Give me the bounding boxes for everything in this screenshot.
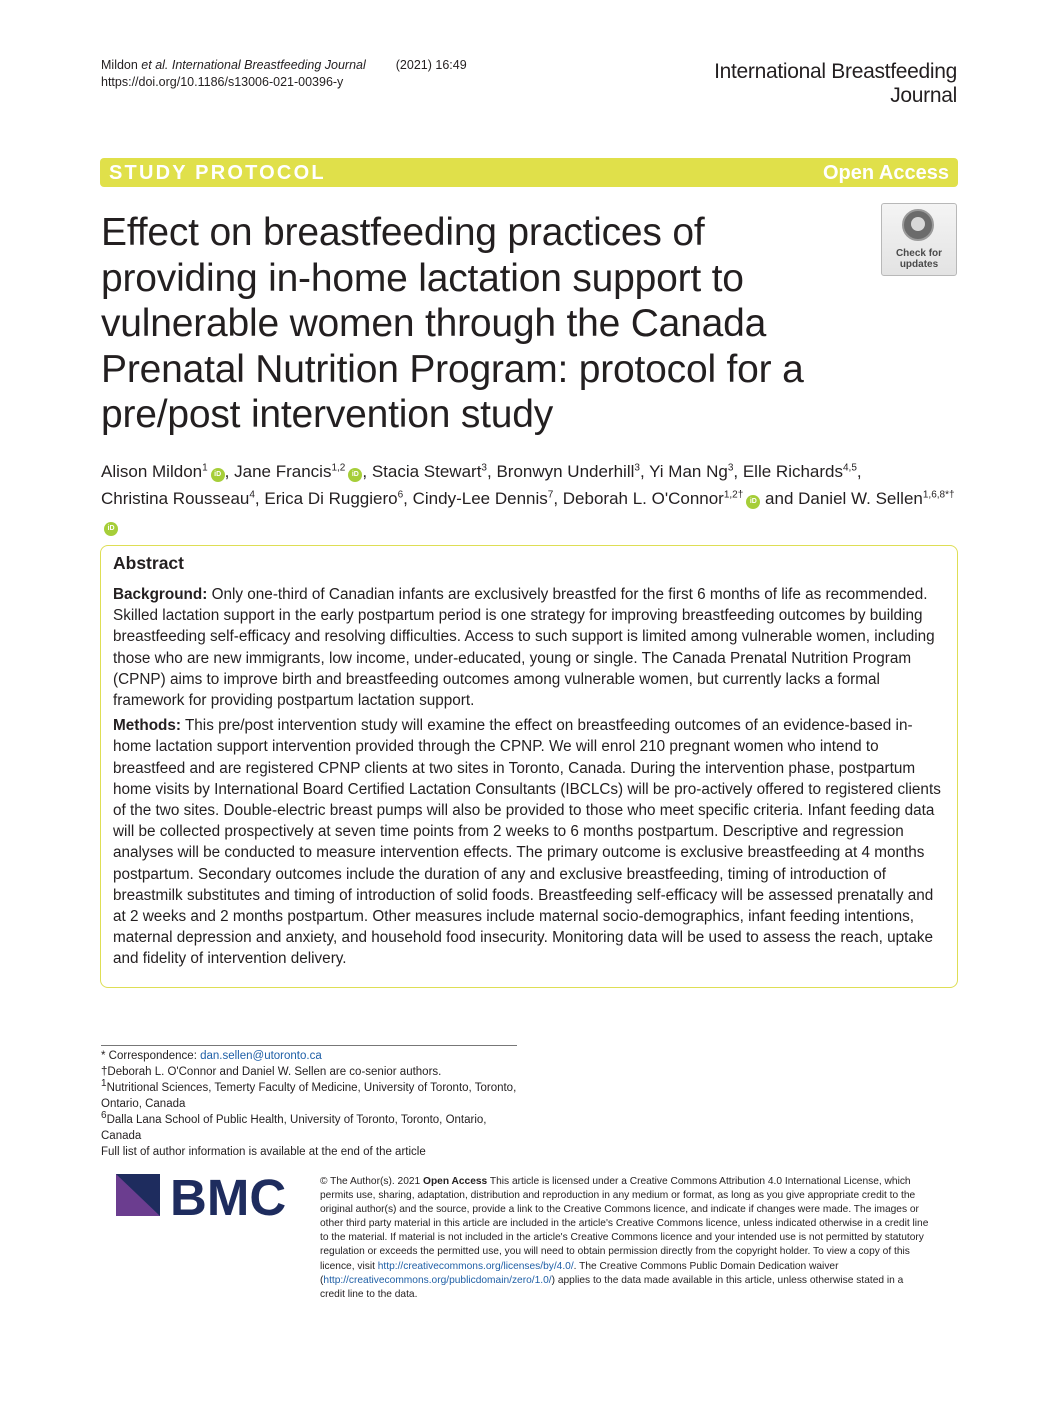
orcid-icon[interactable]: iD [211,468,225,482]
doi-link[interactable]: https://doi.org/10.1186/s13006-021-00396-y [101,75,344,89]
abstract-background [113,584,945,711]
author-affiliation-sup: 3 [481,462,487,474]
article-type-label: STUDY PROTOCOL [109,162,326,184]
affiliation-1 [101,1080,521,1112]
journal-name [714,60,957,108]
journal-name-line1: International Breastfeeding [714,60,957,83]
background-label: Background: [113,586,208,603]
cosenior-note: †Deborah L. O'Connor and Daniel W. Sellen are co-senior authors. [101,1066,442,1078]
article-type-banner [100,158,958,187]
affiliation-1-sup: 1 [101,1078,107,1090]
citation-header [101,57,467,91]
citation-line [101,57,467,74]
author-separator: , [224,462,235,481]
author-separator: , [733,462,743,481]
title-line: providing in-home lactation support to [101,256,744,300]
author-separator: , [362,462,372,481]
affiliation-1-text: Nutritional Sciences, Temerty Faculty of Medicine, University of Toronto, Toronto, Ontario, Canada [101,1082,517,1110]
author-separator: , [856,462,862,481]
license-link-cc-by[interactable]: http://creativecommons.org/licenses/by/4.0/ [377,1260,574,1272]
license-copyright: © The Author(s). 2021 [320,1176,424,1187]
author-name: Cindy-Lee Dennis [412,489,548,508]
author-affiliation-sup: 1,2† [723,489,744,501]
check-updates-icon [902,209,934,241]
abstract-box [100,545,958,988]
methods-label: Methods: [113,717,181,735]
author-separator: , [254,489,265,508]
affiliation-6 [101,1112,521,1144]
author-name: Alison Mildon [101,462,203,481]
title-line: pre/post intervention study [101,393,554,436]
check-updates-line1: Check for [895,248,943,259]
license-open-access: Open Access [423,1176,488,1187]
correspondence-email-link[interactable]: dan.sellen@utoronto.ca [200,1050,322,1062]
footnote-divider [101,1045,517,1046]
author-separator: and [760,489,799,508]
full-list-note: Full list of author information is available at the end of the article [101,1146,426,1158]
orcid-icon[interactable]: iD [104,522,118,536]
check-updates-label [882,248,956,270]
check-updates-line2: updates [899,259,939,270]
journal-name-line2: Journal [890,84,957,107]
author-affiliation-sup: 4,5 [843,462,857,474]
affiliation-6-sup: 6 [101,1110,107,1122]
author-separator: , [553,489,563,508]
orcid-icon[interactable]: iD [348,468,362,482]
author-affiliation-sup: 6 [397,489,404,501]
bmc-logo [116,1172,298,1218]
license-text-1: This article is licensed under a Creative Commons Attribution 4.0 International License, which permits use, sharing, adaptation, distribution and reproduction in any medium or format, as long as you give appropriate credit to the original author(s) and the source, provide a link to the Creative Commons licence, and indicate if changes were made. The images or other third party material in this article are included in the article's Creative Commons licence, unless indicated otherwise in a credit line to the material. If material is not included in the article's Creative Commons licence and your intended use is not permitted by statutory regulation or exceeds the permitted use, you will need to obtain permission directly from the copyright holder. To view a copy of this licence, visit [320,1176,929,1272]
author-affiliation-sup: 1,6,8*† [922,489,955,501]
author-name: Yi Man Ng [649,462,728,481]
license-text-3: ) applies to the data made available in this article, unless otherwise stated in a credit line to the data. [320,1274,904,1300]
open-access-label: Open Access [823,162,949,184]
author-separator: , [486,462,497,481]
license-text [320,1175,930,1302]
author-name: Deborah L. O'Connor [562,489,724,508]
title-line: Prenatal Nutrition Program: protocol for a [101,347,804,391]
bmc-logo-text: BMC [170,1172,287,1218]
citation-authors: Mildon [101,58,142,72]
abstract-body [113,584,945,974]
check-for-updates-button[interactable] [881,203,957,276]
title-line: vulnerable women through the Canada [101,302,767,345]
author-name: Jane Francis [234,462,332,481]
author-name: Daniel W. Sellen [798,489,923,508]
footnotes [101,1048,521,1160]
author-affiliation-sup: 3 [634,462,640,474]
license-link-cc0[interactable]: http://creativecommons.org/publicdomain/zero/1.0/ [323,1274,552,1286]
license-text-2: . The Creative Commons Public Domain Dedication waiver ( [320,1260,839,1286]
author-name: Bronwyn Underhill [496,462,635,481]
author-name: Christina Rousseau [101,489,250,508]
author-list [101,458,961,539]
author-name: Erica Di Ruggiero [264,489,398,508]
author-separator: , [403,489,413,508]
article-title [101,210,861,438]
citation-etal: et al. [141,58,169,72]
author-affiliation-sup: 7 [547,489,554,501]
abstract-methods [113,715,945,969]
author-separator: , [639,462,650,481]
citation-year: (2021) 16:49 [395,58,467,72]
background-text: Only one-third of Canadian infants are exclusively breastfed for the first 6 months of life as recommended. Skilled lactation support in the early postpartum period is one strategy for improving breastfeeding outcomes by building breastfeeding self-efficacy and resolving difficulties. Access to such support is limited among vulnerable women, including those who are new immigrants, low income, under-educated, young or single. The Canada Prenatal Nutrition Program (CPNP) aims to improve birth and breastfeeding outcomes among vulnerable women, but currently lacks a formal framework for providing postpartum lactation support. [113,586,935,710]
author-affiliation-sup: 4 [249,489,255,501]
correspondence-note [101,1048,521,1064]
citation-journal: International Breastfeeding Journal [168,58,366,72]
affiliation-6-text: Dalla Lana School of Public Health, University of Toronto, Toronto, Ontario, Canada [101,1114,487,1142]
orcid-icon[interactable]: iD [746,495,760,509]
methods-text: This pre/post intervention study will examine the effect on breastfeeding outcomes of an evidence-based in-home lactation support intervention provided through the CPNP. We will enrol 210 pregnant women who intend to breastfeed and are registered CPNP clients at two sites in Toronto, Canada. During the intervention phase, postpartum home visits by International Board Certified Lactation Consultants (IBCLCs) will be pro-actively offered to registered clients of the two sites. Double-electric breast pumps will also be provided to those who meet specific criteria. Infant feeding data will be collected prospectively at seven time points from 2 weeks to 6 months postpartum. Descriptive and regression analyses will be conducted to measure intervention effects. The primary outcome is exclusive breastfeeding at 4 months postpartum. Secondary outcomes include the duration of any and exclusive breastfeeding, timing of introduction of breastmilk substitutes and timing of introduction of solid foods. Breastfeeding self-efficacy will be assessed prenatally and at 2 weeks and 2 months postpartum. Other measures include maternal socio-demographics, infant feeding intentions, maternal depression and anxiety, and household food insecurity. Monitoring data will be used to assess the reach, uptake and fidelity of intervention delivery. [113,717,941,968]
author-name: Elle Richards [742,462,843,481]
author-affiliation-sup: 1,2 [331,462,346,474]
correspondence-label: * Correspondence: [101,1050,201,1062]
title-line: Effect on breastfeeding practices of [101,211,705,254]
author-affiliation-sup: 1 [202,462,208,474]
author-name: Stacia Stewart [371,462,482,481]
abstract-heading: Abstract [113,553,184,573]
author-affiliation-sup: 3 [727,462,734,474]
